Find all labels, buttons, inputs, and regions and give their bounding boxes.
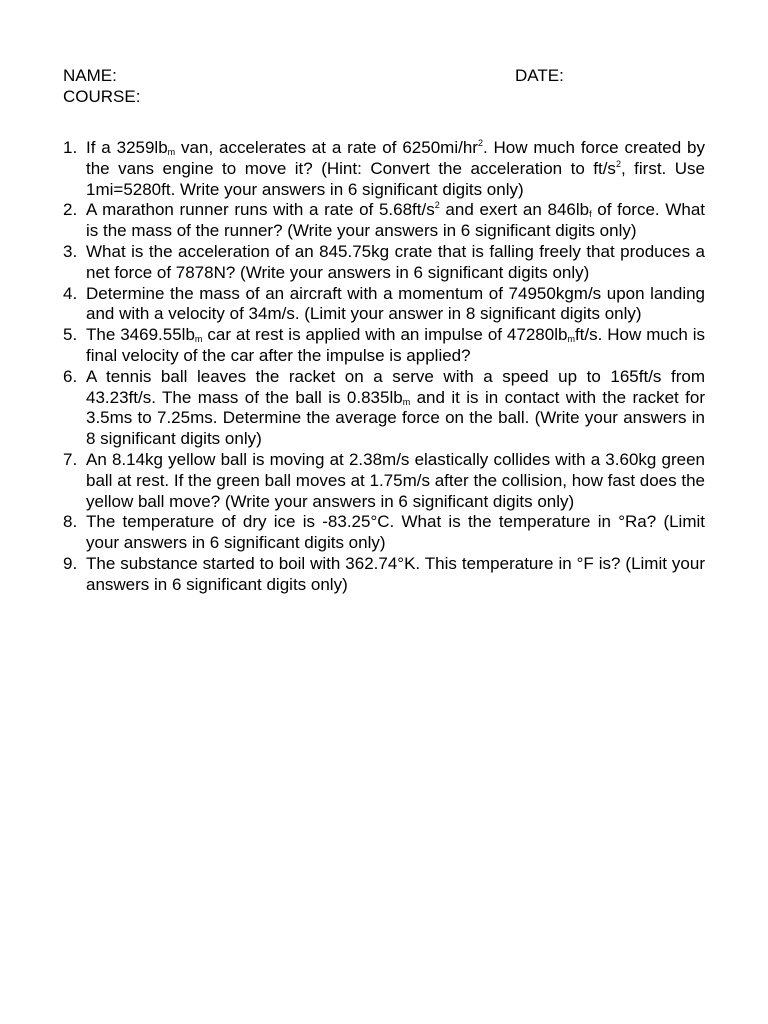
text-segment: If a 3259lb	[86, 138, 168, 157]
question-text	[86, 284, 705, 324]
question-number: 1.	[63, 138, 78, 157]
question-number: 5.	[63, 325, 78, 345]
question-number: 3.	[63, 241, 78, 261]
text-segment: and it is in contact with the racket for 3.5ms to 7.25ms. Determine the average force on the ball. (Write your answers in 8 significant digits only)	[86, 387, 705, 449]
text-segment: . How much force created by the vans engine to move it? (Hint: Convert the acceleration to ft/s	[86, 138, 705, 178]
question-item	[63, 325, 705, 367]
subscript: m	[167, 147, 176, 157]
text-segment: A marathon runner runs with a rate of 5.68ft/s	[86, 200, 435, 220]
question-number: 6.	[63, 366, 78, 386]
text-segment: Determine the mass of an aircraft with a momentum of 74950kgm/s upon landing and with a velocity of 34m/s. (Limit your answer in 8 significant digits only)	[86, 283, 705, 324]
question-text	[86, 325, 705, 365]
question-text	[86, 450, 705, 511]
text-segment: , first. Use 1mi=5280ft. Write your answers in 6 significant digits only)	[86, 158, 705, 199]
text-segment: The substance started to boil with 362.74°K. This temperature in °F is? (Limit your answers in 6 significant digits only)	[86, 553, 705, 594]
question-number: 8.	[63, 512, 78, 532]
question-item	[63, 554, 705, 596]
question-text	[86, 138, 705, 199]
question-number: 4.	[63, 283, 78, 303]
text-segment: A tennis ball leaves the racket on a serve with a speed up to 165ft/s from 43.23ft/s. The mass of the ball is 0.835lb	[86, 366, 705, 407]
header-row-bottom	[63, 87, 723, 108]
course-label: COURSE:	[63, 87, 141, 106]
name-label: NAME:	[63, 66, 117, 85]
question-item	[63, 450, 705, 512]
subscript: m	[567, 334, 575, 345]
question-text	[86, 367, 705, 448]
text-segment: The temperature of dry ice is -83.25°C. What is the temperature in °Ra? (Limit your answers in 6 significant digits only)	[86, 512, 705, 553]
text-segment: car at rest is applied with an impulse of 47280lb	[202, 325, 568, 345]
subscript: m	[402, 396, 411, 407]
question-item	[63, 512, 705, 554]
text-segment: van, accelerates at a rate of 6250mi/hr	[175, 138, 478, 157]
question-text	[86, 512, 705, 552]
text-segment: of force. What is the mass of the runner? (Write your answers in 6 significant digits only)	[86, 200, 705, 241]
question-item	[63, 367, 705, 450]
text-segment: An 8.14kg yellow ball is moving at 2.38m/s elastically collides with a 3.60kg green ball at rest. If the green ball moves at 1.75m/s after the collision, how fast does the yellow ball move? (Write your answers in 6 significant digits only)	[86, 449, 705, 511]
question-item	[63, 284, 705, 326]
question-item	[63, 138, 705, 200]
superscript: 2	[477, 138, 483, 148]
header	[63, 66, 723, 108]
question-item	[63, 242, 705, 284]
text-segment: ft/s. How much is final velocity of the car after the impulse is applied?	[86, 325, 705, 365]
text-segment: What is the acceleration of an 845.75kg crate that is falling freely that produces a net force of 7878N? (Write your answers in 6 significant digits only)	[86, 241, 705, 282]
question-text	[86, 200, 705, 240]
superscript: 2	[434, 200, 440, 211]
header-row-top	[63, 66, 723, 87]
question-text	[86, 242, 705, 282]
text-segment: The 3469.55lb	[86, 325, 195, 345]
question-item	[63, 200, 705, 242]
question-number: 7.	[63, 449, 78, 469]
text-segment: and exert an 846lb	[439, 200, 590, 220]
question-text	[86, 554, 705, 594]
question-list	[63, 138, 705, 596]
subscript: f	[589, 209, 592, 220]
question-number: 2.	[63, 200, 78, 220]
subscript: m	[194, 334, 203, 345]
superscript: 2	[615, 158, 621, 169]
date-label: DATE:	[515, 66, 564, 85]
question-number: 9.	[63, 553, 78, 573]
